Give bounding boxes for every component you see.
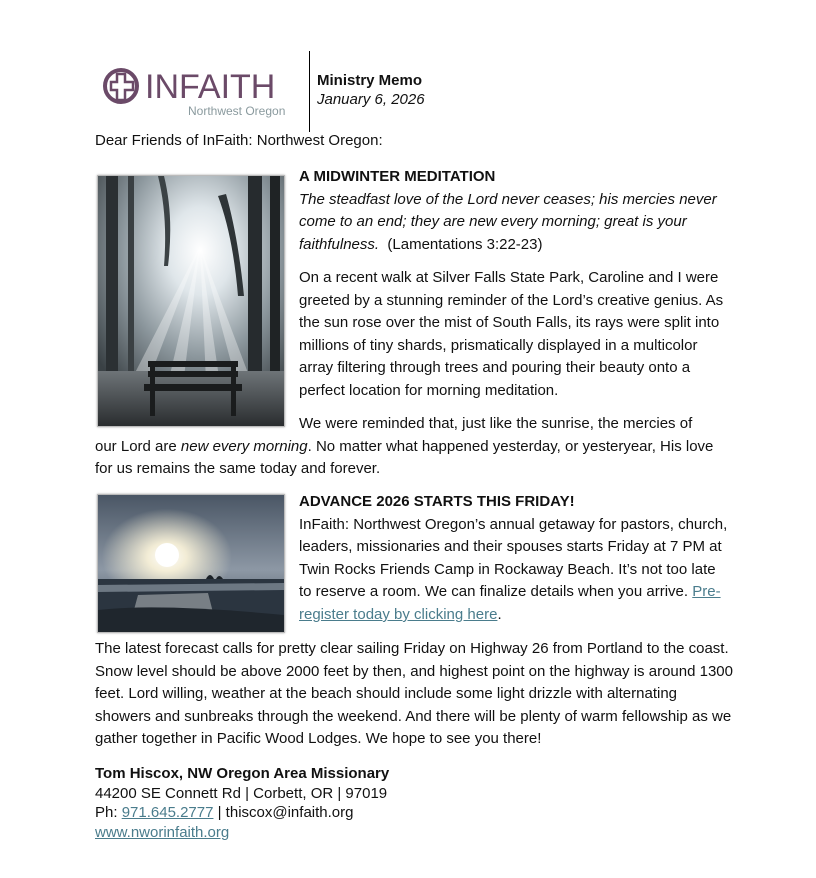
signature-contact [95,803,389,823]
scripture-quote: The steadfast love of the Lord never ceases; his mercies never come to an end; they are new every morning; great is your faithfulness. [299,190,717,253]
section-meditation [299,166,729,256]
memo-date: January 6, 2026 [317,91,425,108]
forest-bench-photo [97,175,285,427]
meditation-paragraph-2 [95,413,735,481]
phone-link[interactable]: 971.645.2777 [121,804,214,822]
scripture-citation: (Lamentations 3:22-23) [387,235,543,253]
link-suffix: . [497,605,502,623]
signature-name: Tom Hiscox, NW Oregon Area Missionary [95,765,390,782]
meditation-paragraph-1: On a recent walk at Silver Falls State Park, Caroline and I were greeted by a stunning reminder of the Lord’s creative genius. As the sun rose over the mist of South Falls, its rays were split into millions of tiny shards, prismatically displayed in a multicolor array filtering through trees and pouring their beauty onto a perfect location for morning meditation. [299,269,724,399]
advance-paragraph: InFaith: Northwest Oregon’s annual getaway for pastors, church, leaders, missionaries and their spouses starts Friday at 7 PM at Twin Rocks Friends Camp in Rockaway Beach. It’s not too late to reserve a room. We can finalize details when you arrive. [299,515,728,601]
forecast-paragraph: The latest forecast calls for pretty clear sailing Friday on Highway 26 from Portland to the coast. Snow level should be above 2000 feet by then, and highest point on the highway is around 1300 feet. Lord willing, weather at the beach should include some light drizzle with alternating showers and sunbreaks through the weekend. And there will be plenty of warm fellowship as we gather together in Pacific Wood Lodges. We hope to see you there! [95,640,733,748]
beach-sunset-photo [97,494,285,633]
phone-prefix: Ph: [95,804,122,822]
paragraph-2-text-a: our Lord are [95,437,181,455]
cross-circle-logo-icon [100,60,300,122]
website-link[interactable]: www.nworinfaith.org [95,823,230,841]
paragraph-2-first-line: We were reminded that, just like the sunrise, the mercies of [299,415,693,432]
logo-subtitle: Northwest Oregon [188,104,286,118]
email-text: | thiscox@infaith.org [213,804,354,822]
signature-block [95,764,389,842]
paragraph-2-emphasis: new every morning [180,437,308,455]
meditation-heading: A MIDWINTER MEDITATION [299,168,496,185]
paragraph-2-text-b: . No matter what happened yesterday, or yesteryear, His love for us remains the same today and forever. [95,437,714,478]
header-divider [309,51,310,132]
pre-register-link[interactable]: Pre-register today by clicking here [299,583,721,623]
salutation: Dear Friends of InFaith: Northwest Oregon: [95,132,383,149]
logo-wordmark: INFAITH [145,68,276,106]
signature-address: 44200 SE Connett Rd | Corbett, OR | 97019 [95,784,388,802]
section-advance [299,491,729,627]
infaith-logo [100,60,300,122]
memo-title: Ministry Memo [317,72,423,89]
advance-heading: ADVANCE 2026 STARTS THIS FRIDAY! [299,493,575,510]
